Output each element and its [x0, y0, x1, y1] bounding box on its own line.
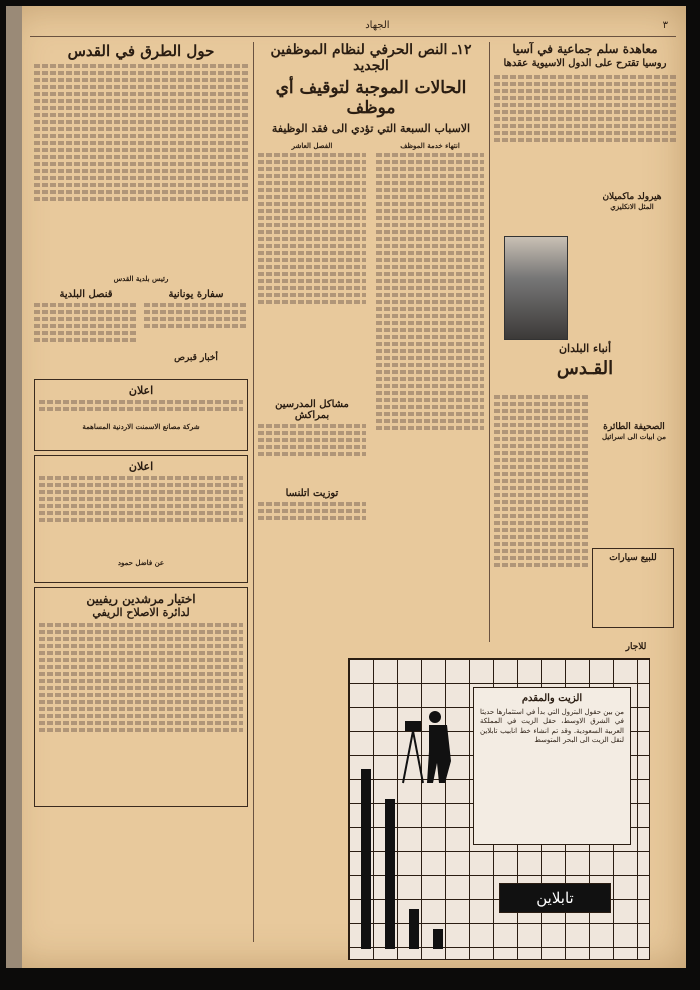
- rural-guides-body: [39, 623, 243, 783]
- chart-bar: [433, 929, 443, 949]
- chart-bar: [385, 799, 395, 949]
- teachers-problems-heading: مشاكل المدرسين بمراكش: [275, 399, 349, 421]
- rural-guides-subheadline: لدائرة الاصلاح الريفي: [92, 606, 190, 619]
- oil-text-box: [473, 687, 631, 845]
- center-column: [258, 42, 484, 682]
- page-header: [30, 20, 676, 37]
- binding-strip: [6, 6, 22, 968]
- regulation-main-headline: الحالات الموجبة لتوقيف أي موظف: [275, 78, 467, 118]
- newspaper-name: الجهاد: [365, 20, 390, 31]
- treaty-body: [494, 75, 676, 171]
- cement-ad-body: [39, 400, 243, 422]
- notice-ad-signature: عن فاضل حمود: [117, 558, 165, 567]
- treaty-headline: معاهدة سلم جماعية في آسيا: [512, 42, 658, 56]
- photo-caption-sub: المثل الانكليزي: [610, 202, 654, 211]
- tapline-label: تابلاين: [499, 883, 611, 913]
- amsterdam-body: [258, 502, 366, 532]
- jerusalem-roads-headline: حول الطرق في القدس: [67, 42, 215, 60]
- chart-bar: [409, 909, 419, 949]
- air-news-heading: الصحيفة الطائرة: [603, 422, 665, 432]
- municipality-consul-heading: قنصل البلدية: [59, 289, 113, 300]
- left-column: [34, 42, 248, 962]
- photo-caption: هيرولد ماكميلان: [602, 192, 662, 202]
- oil-body: من بين حقول البترول التي بدأ في استثمارها حديثا في الشرق الاوسط، حقل الزيت في المملكة العربية السعودية. وقد تم انشاء خط انابيب تابلاين لنقل الزيت الى البحر المتوسط: [480, 707, 624, 744]
- countries-heading: أنباء البلدان: [558, 342, 612, 355]
- cyprus-news-heading: أخبار قبرص: [174, 353, 218, 363]
- air-news-block: [592, 422, 676, 441]
- cement-ad: [34, 379, 248, 451]
- cement-ad-title: اعلان: [128, 384, 154, 397]
- section-left-body: [258, 153, 366, 393]
- rural-guides-headline: اختيار مرشدين ريفيين: [86, 592, 196, 606]
- regulation-sub-headline: الاسباب السبعة التي تؤدي الى فقد الوظيفة: [271, 122, 471, 135]
- newspaper-page: [6, 6, 686, 968]
- chart-bar: [361, 769, 371, 949]
- column-rule: [253, 42, 254, 942]
- oil-advertisement: [348, 658, 650, 960]
- air-news-sub: من ابيات الى اسرائيل: [601, 432, 666, 441]
- column-rule: [489, 42, 490, 642]
- short-news-row: [34, 289, 248, 373]
- notice-ad-title: اعلان: [128, 460, 154, 473]
- section-left-title: الفصل العاشر: [291, 141, 333, 150]
- section-right-title: انتهاء خدمة الموظف: [400, 141, 460, 150]
- greek-embassy-body: [144, 303, 248, 353]
- notice-ad: [34, 455, 248, 583]
- greek-embassy-heading: سفارة يونانية: [168, 289, 224, 300]
- teachers-problems-body: [258, 424, 366, 484]
- section-right-body: [376, 153, 484, 593]
- jerusalem-roads-body: [34, 64, 248, 274]
- treaty-subheadline: روسيا تقترح على الدول الاسيوية عقدها: [503, 58, 667, 69]
- rent-ad-heading: للاجار: [625, 642, 647, 652]
- rural-guides-article: [34, 587, 248, 807]
- city-heading: القـدس: [556, 358, 614, 379]
- page-number: ٣: [662, 20, 668, 31]
- notice-ad-body: [39, 476, 243, 558]
- surveyor-illustration: [399, 691, 459, 787]
- photo-caption-block: [592, 192, 672, 342]
- mayor-signature: رئيس بلدية القدس: [113, 274, 169, 283]
- city-news-body: [494, 392, 588, 672]
- oil-title: الزيت والمقدم: [521, 693, 583, 704]
- municipality-consul-body: [34, 303, 138, 373]
- regulation-top-headline: ١٢ـ النص الحرفي لنظام الموظفين الجديد: [270, 42, 472, 74]
- politician-photo: [504, 236, 568, 340]
- cement-ad-company: شركة مصانع الاسمنت الاردنية المساهمة: [82, 422, 200, 431]
- cars-sale-heading: للبيع سيارات: [609, 553, 657, 563]
- regulation-sections: [258, 141, 484, 593]
- cars-sale-ad: [592, 548, 674, 628]
- amsterdam-heading: توزيت اتلنسا: [285, 488, 339, 499]
